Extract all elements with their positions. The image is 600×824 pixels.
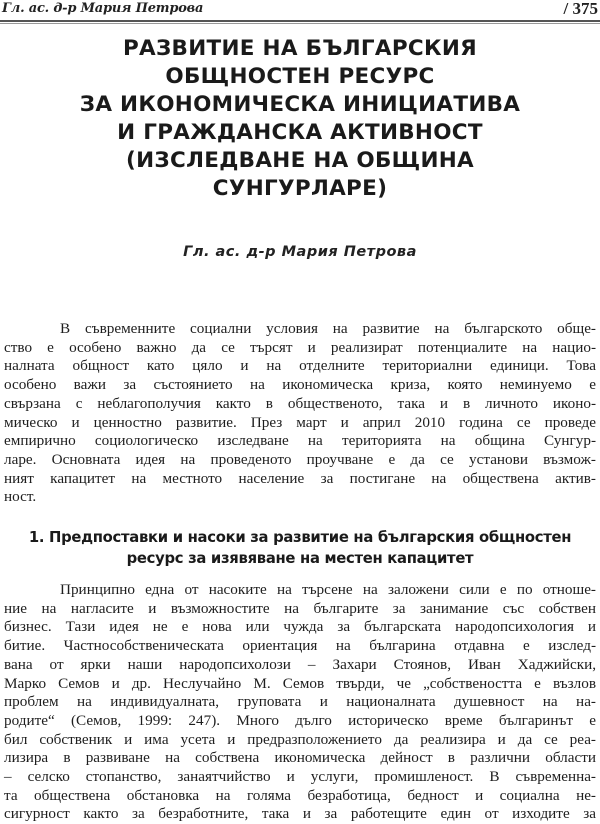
text-line: сигурност както за безработните, така и за работещите един от изходите за [4, 805, 596, 823]
text-line: бил собственик и има усета и предразположението да реализира и да се реа- [4, 730, 596, 748]
title-line: РАЗВИТИЕ НА БЪЛГАРСКИЯ [122, 36, 478, 61]
section-heading-line: ресурс за изявяване на местен капацитет [126, 550, 474, 567]
running-header-author: Гл. ас. д-р Мария Петрова [2, 1, 204, 16]
intro-paragraph [4, 320, 596, 507]
author-byline: Гл. ас. д-р Мария Петрова [183, 244, 417, 260]
title-line: ОБЩНОСТЕН РЕСУРС [165, 64, 435, 89]
page-number: / 375 [563, 0, 598, 18]
text-line: ният капацитет на местното население за постигане на обществена актив- [4, 469, 596, 487]
text-line: мическо и ценностно развитие. През март и април 2010 година се проведе [4, 413, 596, 431]
title-line: СУНГУРЛАРЕ) [212, 176, 388, 201]
text-line: – селско стопанство, занаятчийство и услуги, промишленост. В съвременна- [4, 768, 596, 786]
text-line: емпирично социологическо изследване на територията на община Сунгур- [4, 432, 596, 450]
section-heading-1 [0, 527, 600, 569]
title-line: ЗА ИКОНОМИЧЕСКА ИНИЦИАТИВА [79, 92, 521, 117]
text-line: бизнес. Тази идея не е нова или чужда за българската народопсихология и [4, 618, 596, 636]
text-line: В съвременните социални условия на развитие на българското обще- [60, 320, 596, 337]
title-line: (ИЗСЛЕДВАНЕ НА ОБЩИНА [126, 148, 474, 173]
text-line: проблем на индивидуалната, груповата и националната душевност на на- [4, 693, 596, 711]
text-line: лизира в развиване на собствена икономическа дейност в различни области [4, 749, 596, 767]
text-line: Марко Семов и др. Неслучайно М. Семов твърди, че „собствеността е възлов [4, 674, 596, 692]
text-line: налната общност като цяло и на отделните териториални единици. Това [4, 357, 596, 375]
text-line: вана от ярки наши народопсихолози – Захари Стоянов, Иван Хаджийски, [4, 655, 596, 673]
title-line: И ГРАЖДАНСКА АКТИВНОСТ [117, 120, 483, 145]
text-line: та обществена обстановка на голяма безработица, бедност и социална не- [4, 786, 596, 804]
section-1-paragraph [4, 581, 596, 824]
header-rule [0, 20, 600, 22]
text-line: ларе. Основната идея на проведеното проучване е да се установи възмож- [4, 450, 596, 468]
text-line: Принципно една от насоките на търсене на заложени сили е по отноше- [60, 581, 596, 598]
text-line: особено важи за състоянието на икономическа криза, която неминуемо е [4, 376, 596, 394]
text-line: ство е особено важно да се търсят и реализират потенциалите на нацио- [4, 338, 596, 356]
text-line: родите“ (Семов, 1999: 247). Много дълго историческо време българинът е [4, 711, 596, 729]
text-line: ние на нагласите и възможностите на българите за занимание със собствен [4, 599, 596, 617]
article-title [0, 35, 600, 203]
text-line: ност. [4, 488, 37, 506]
header-rule-thin [0, 23, 600, 24]
running-header [0, 0, 600, 22]
text-line: свързана с неблагополучия както в общественото, така и в личното иконо- [4, 394, 596, 412]
text-line: битие. Частнособственическата ориентация на българина отдавна е изслед- [4, 637, 596, 655]
section-heading-line: 1. Предпоставки и насоки за развитие на българския общностен [28, 529, 572, 546]
